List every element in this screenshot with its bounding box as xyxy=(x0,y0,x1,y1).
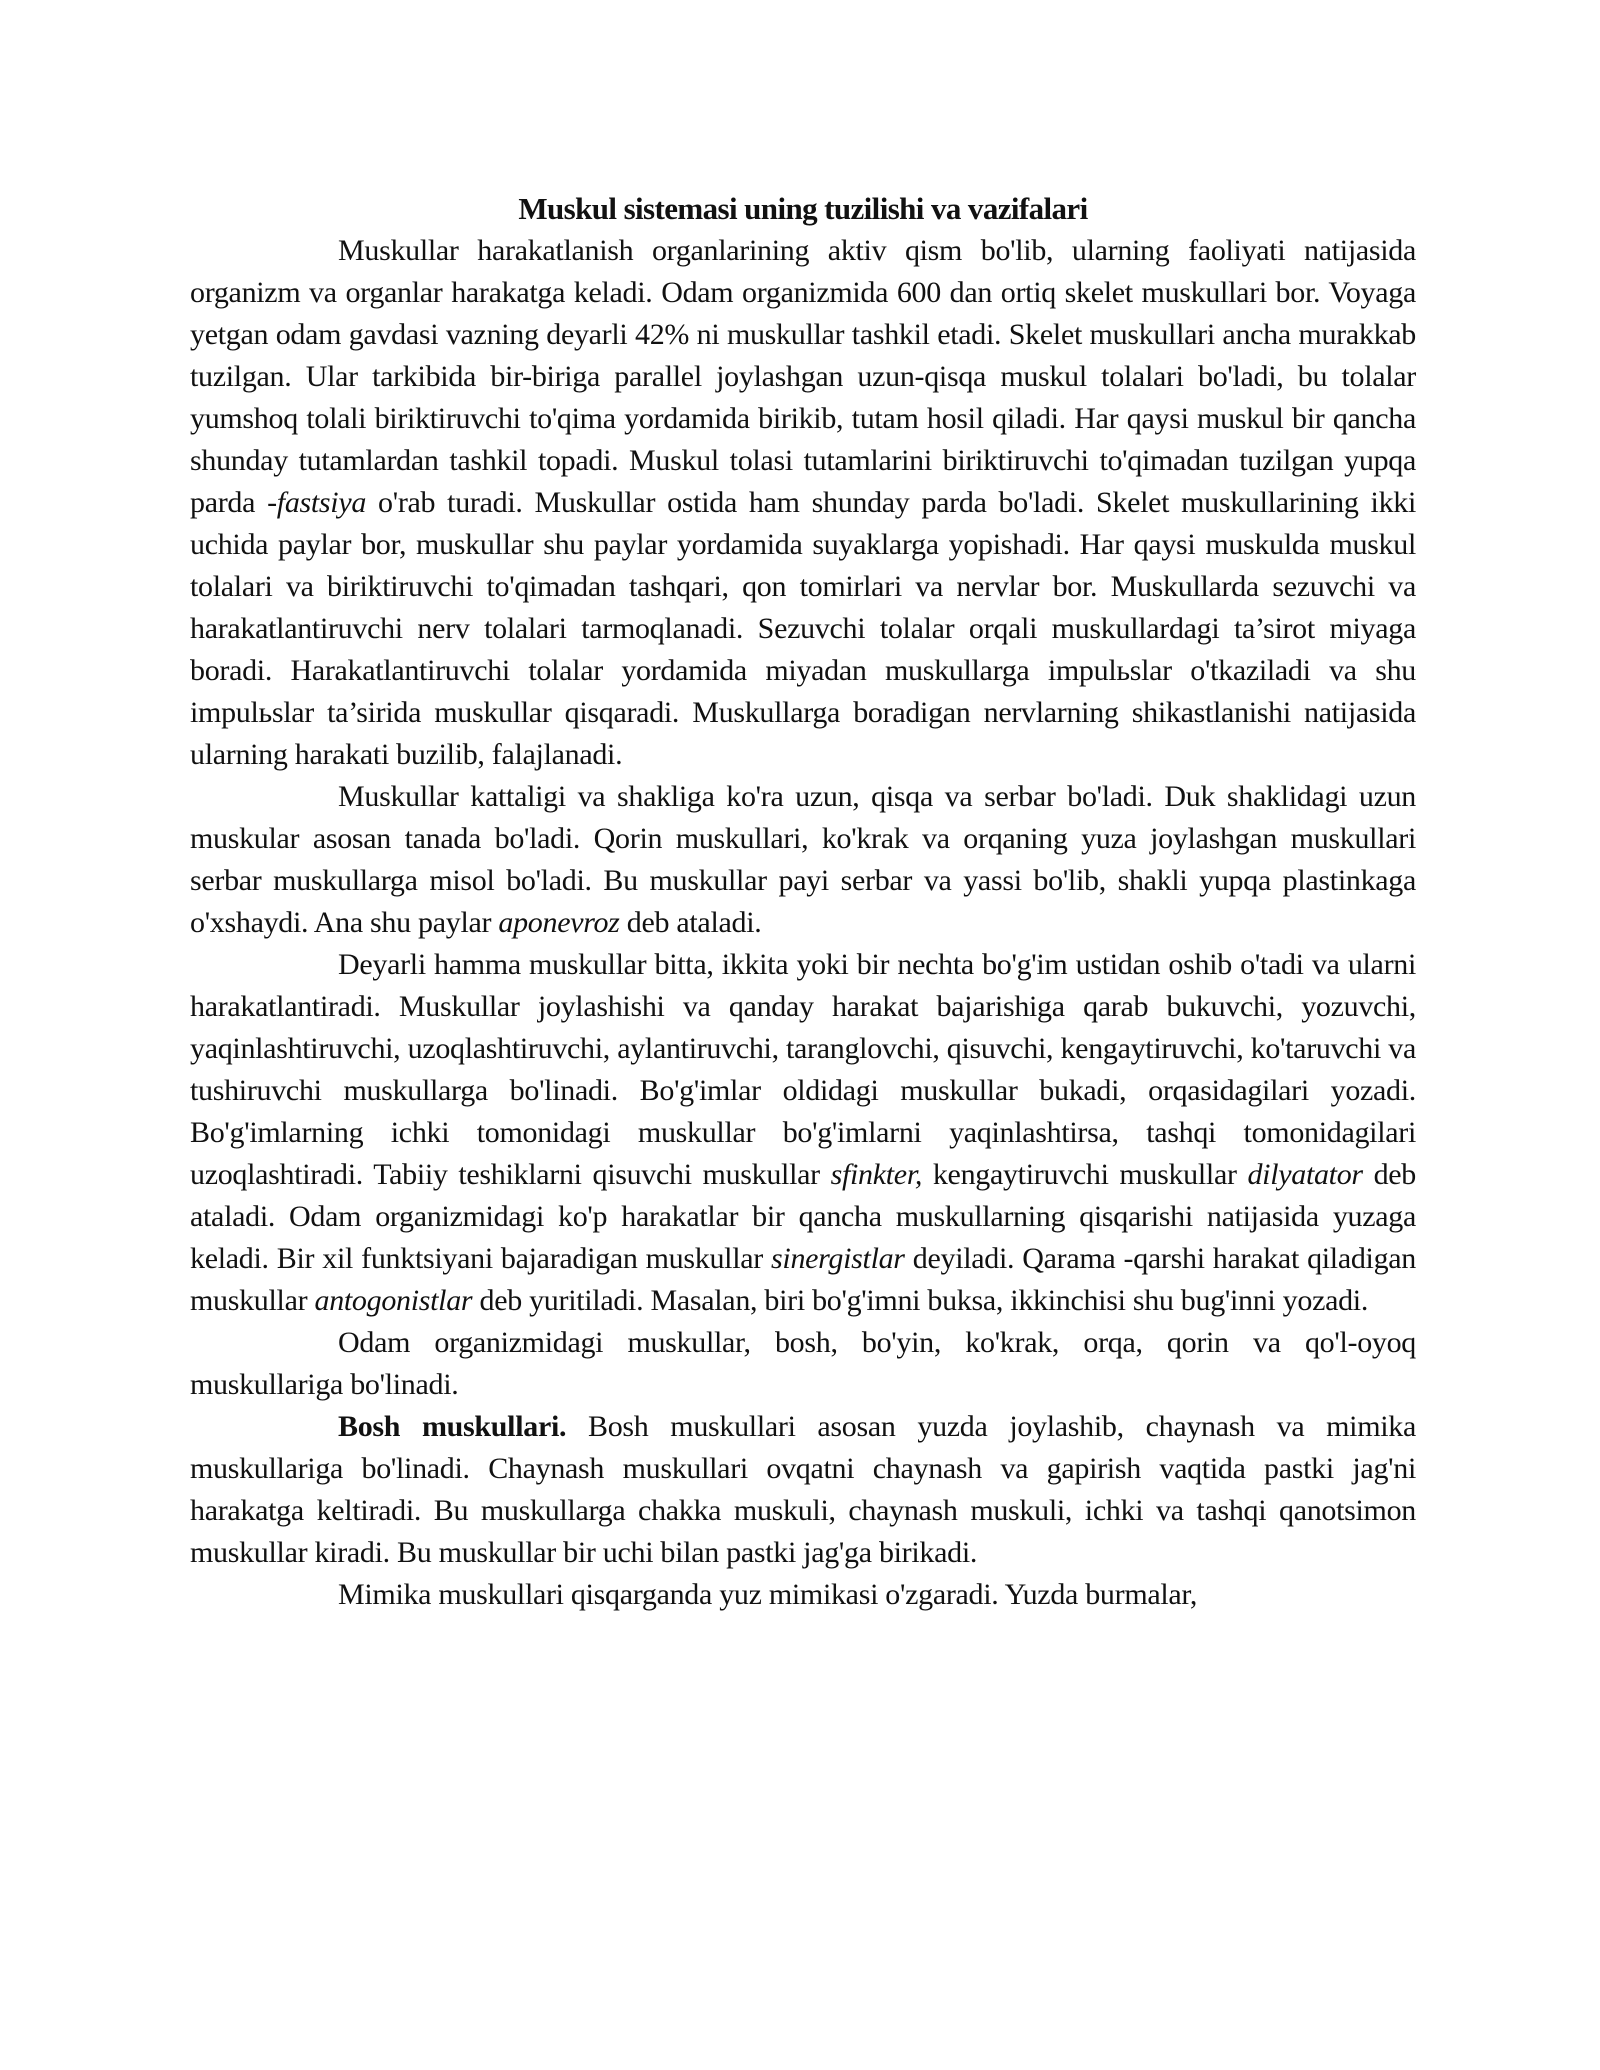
paragraph-muscle-functions xyxy=(190,944,1416,1322)
text-segment: o'rab turadi. Muskullar ostida ham shunday parda bo'ladi. Skelet muskullarining ikki uchida paylar bor, muskullar shu paylar yordamida suyaklarga yopishadi. Har qaysi muskulda muskul tolalari va biriktiruvchi to'qimadan tashqari, qon tomirlari va nervlar bor. Muskullarda sezuvchi va harakatlantiruvchi nerv tolalari tarmoqlanadi. Sezuvchi tolalar orqali muskullardagi ta’sirot miyaga boradi. Harakatlantiruvchi tolalar yordamida miyadan muskullarga impulьslar o'tkaziladi va shu impulьslar ta’sirida muskullar qisqaradi. Muskullarga boradigan nervlarning shikastlanishi natijasida ularning harakati buzilib, falajlanadi. xyxy=(190,486,1417,771)
term-antogonistlar: antogonistlar xyxy=(314,1284,473,1317)
term-dilyatator: dilyatator xyxy=(1247,1158,1363,1191)
text-segment: Deyarli hamma muskullar bitta, ikkita yoki bir nechta bo'g'im ustidan oshib o'tadi va ularni harakatlantiradi. Muskullar joylashishi va qanday harakat bajarishiga qarab bukuvchi, yozuvchi, yaqinlashtiruvchi, uzoqlashtiruvchi, aylantiruvchi, taranglovchi, qisuvchi, kengaytiruvchi, ko'taruvchi va tushiruvchi muskullarga bo'linadi. Bo'g'imlar oldidagi muskullar bukadi, orqasidagilari yozadi. Bo'g'imlarning ichki tomonidagi muskullar bo'g'imlarni yaqinlashtirsa, tashqi tomonidagilari uzoqlashtiradi. Tabiiy teshiklarni qisuvchi muskullar xyxy=(190,948,1416,1191)
text-segment: deb ataladi. xyxy=(619,906,762,939)
term-aponevroz: aponevroz xyxy=(498,906,620,939)
paragraph-muscle-structure xyxy=(190,230,1416,776)
document-page xyxy=(190,188,1416,1616)
text-segment: Muskullar kattaligi va shakliga ko'ra uzun, qisqa va serbar bo'ladi. Duk shaklidagi uzun muskular asosan tanada bo'ladi. Qorin muskullari, ko'krak va orqaning yuza joylashgan muskullari serbar muskullarga misol bo'ladi. Bu muskullar payi serbar va yassi bo'lib, shakli yupqa plastinkaga o'xshaydi. Ana shu paylar xyxy=(190,780,1416,939)
text-segment: Bosh muskullari asosan yuzda joylashib, chaynash va mimika muskullariga bo'linadi. Chaynash muskullari ovqatni chaynash va gapirish vaqtida pastki jag'ni harakatga keltiradi. Bu muskullarga chakka muskuli, chaynash muskuli, ichki va tashqi qanotsimon muskullar kiradi. Bu muskullar bir uchi bilan pastki jag'ga birikadi. xyxy=(190,1410,1417,1569)
paragraph-muscle-groups xyxy=(190,1322,1416,1406)
term-sinergistlar: sinergistlar xyxy=(771,1242,905,1275)
term-sfinkter: sfinkter, xyxy=(830,1158,923,1191)
text-segment: Mimika muskullari qisqarganda yuz mimikasi o'zgaradi. Yuzda burmalar, xyxy=(338,1578,1198,1611)
text-segment: deb yuritiladi. Masalan, biri bo'g'imni buksa, ikkinchisi shu bug'inni yozadi. xyxy=(472,1284,1369,1317)
text-segment: deb ataladi. Odam organizmidagi ko'p harakatlar bir qancha muskullarning qisqarishi natijasida yuzaga keladi. Bir xil funktsiyani bajaradigan muskullar xyxy=(190,1158,1416,1275)
text-segment: kengaytiruvchi muskullar xyxy=(922,1158,1248,1191)
heading-head-muscles: Bosh muskullari. xyxy=(338,1410,567,1443)
text-segment: Muskullar harakatlanish organlarining aktiv qism bo'lib, ularning faoliyati natijasida organizm va organlar harakatga keladi. Odam organizmida 600 dan ortiq skelet muskullari bor. Voyaga yetgan odam gavdasi vazning deyarli 42% ni muskullar tashkil etadi. Skelet muskullari ancha murakkab tuzilgan. Ular tarkibida bir-biriga parallel joylashgan uzun-qisqa muskul tolalari bo'ladi, bu tolalar yumshoq tolali biriktiruvchi to'qima yordamida birikib, tutam hosil qiladi. Har qaysi muskul bir qancha shunday tutamlardan tashkil topadi. Muskul tolasi tutamlarini biriktiruvchi to'qimadan tuzilgan yupqa parda - xyxy=(190,234,1416,519)
term-fastsiya: fastsiya xyxy=(276,486,367,519)
text-segment: deyiladi. Qarama -qarshi harakat qiladigan muskullar xyxy=(190,1242,1417,1317)
paragraph-mimic-muscles xyxy=(190,1574,1416,1616)
document-title: Muskul sistemasi uning tuzilishi va vazifalari xyxy=(518,191,1088,226)
text-segment: Odam organizmidagi muskullar, bosh, bo'yin, ko'krak, orqa, qorin va qo'l-oyoq muskullariga bo'linadi. xyxy=(190,1326,1416,1401)
paragraph-muscle-shapes xyxy=(190,776,1416,944)
paragraph-head-muscles xyxy=(190,1406,1416,1574)
